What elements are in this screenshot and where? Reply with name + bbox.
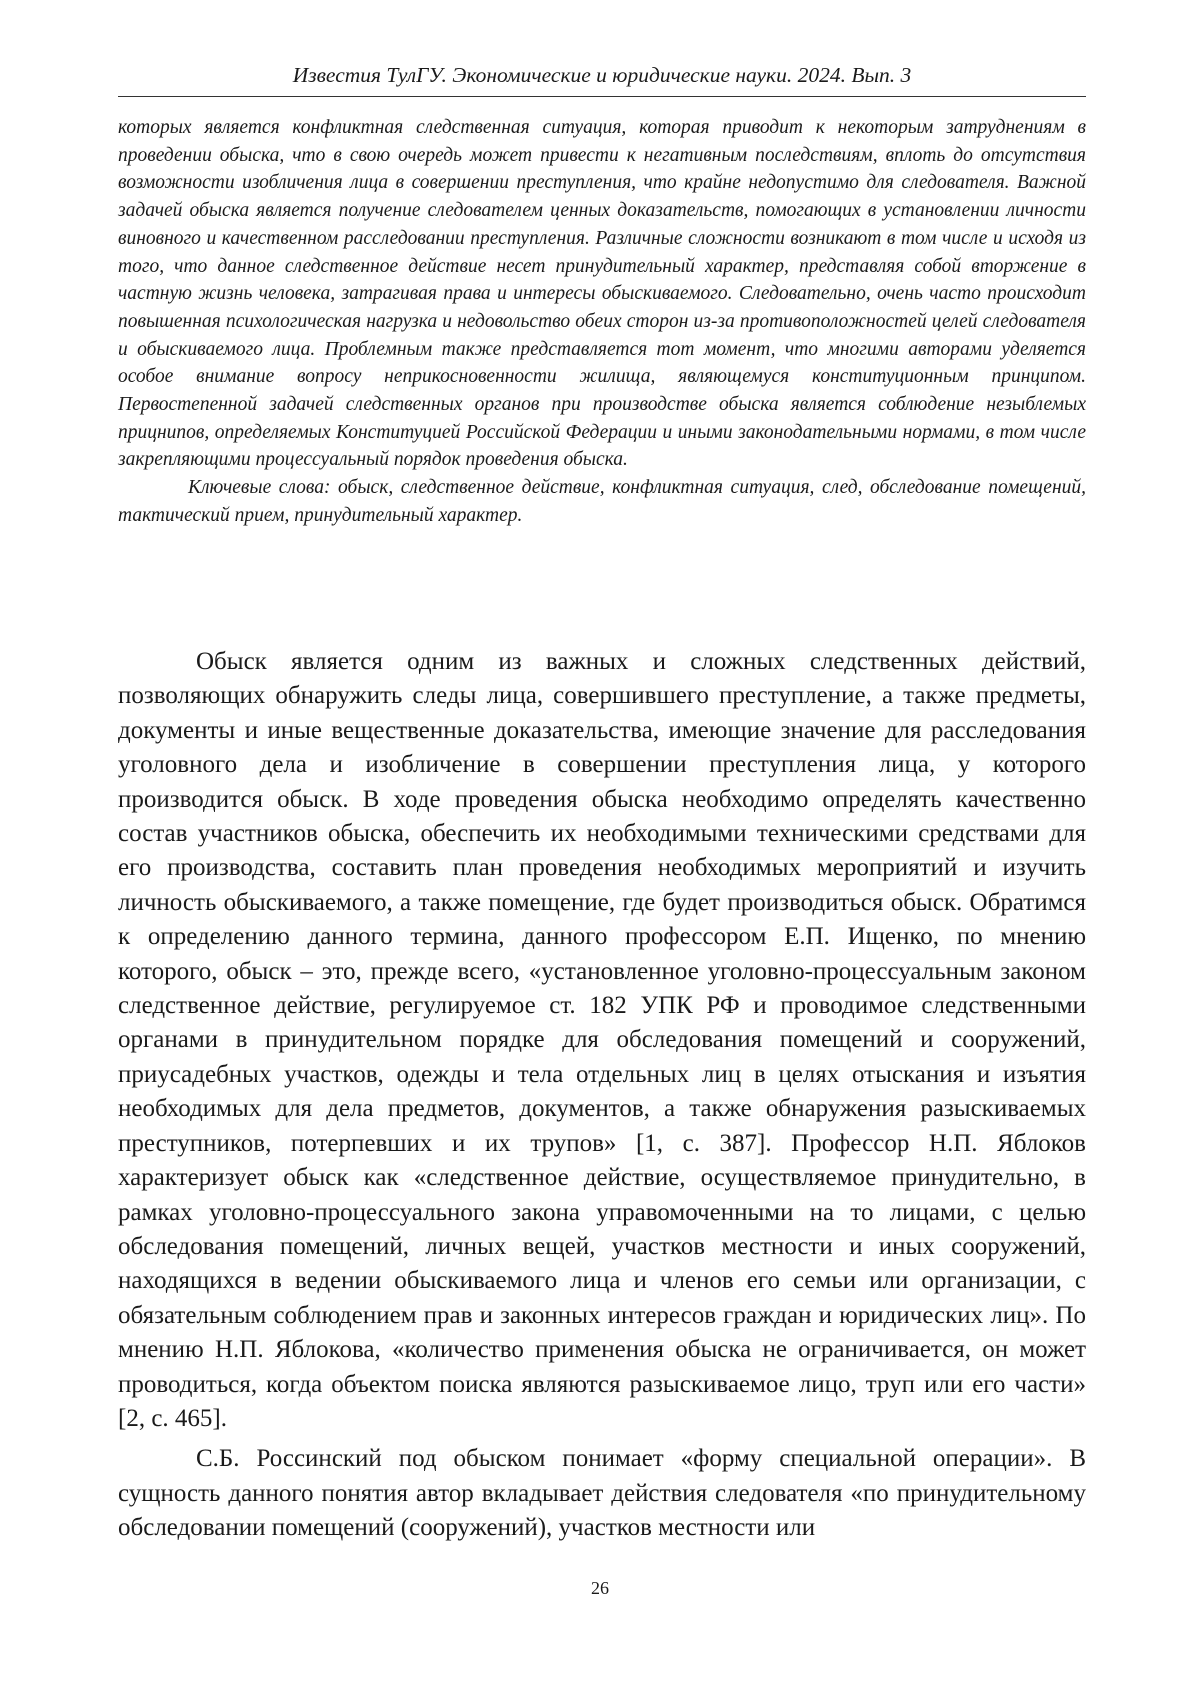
abstract — [118, 114, 1086, 530]
abstract-text: которых является конфликтная следственная ситуация, которая приводит к некоторым затруднениям в проведении обыска, что в свою очередь может привести к негативным последствиям, вплоть до отсутствия возможности изобличения лица в совершении преступления, что крайне недопустимо для следователя. Важной задачей обыска является получение следователем ценных доказательств, помогающих в установлении личности виновного и качественном расследовании преступления. Различные сложности возникают в том числе и исходя из того, что данное следственное действие несет принудительный характер, представляя собой вторжение в частную жизнь человека, затрагивая права и интересы обыскиваемого. Следовательно, очень часто происходит повышенная психологическая нагрузка и недовольство обеих сторон из-за противоположностей целей следователя и обыскиваемого лица. Проблемным также представляется тот момент, что многими авторами уделяется особое внимание вопросу неприкосновенности жилища, являющемуся конституционным принципом. Первостепенной задачей следственных органов при производстве обыска является соблюдение незыблемых прицнипов, определяемых Конституцией Российской Федерации и иными законодательными нормами, в том числе закрепляющими процессуальный порядок проведения обыска. — [118, 117, 1086, 471]
article-body — [118, 645, 1086, 1546]
header-rule — [118, 96, 1086, 97]
running-header: Известия ТулГУ. Экономические и юридические науки. 2024. Вып. 3 — [292, 63, 912, 87]
page-number: 26 — [591, 1578, 609, 1598]
keywords: Ключевые слова: обыск, следственное действие, конфликтная ситуация, след, обследование помещений, тактический прием, принудительный характер. — [118, 477, 1086, 526]
body-paragraph-1: Обыск является одним из важных и сложных следственных действий, позволяющих обнаружить следы лица, совершившего преступление, а также предметы, документы и иные вещественные доказательства, имеющие значение для расследования уголовного дела и изобличение в совершении преступления лица, у которого производится обыск. В ходе проведения обыска необходимо определять качественно состав участников обыска, обеспечить их необходимыми техническими средствами для его производства, составить план проведения необходимых мероприятий и изучить личность обыскиваемого, а также помещение, где будет производиться обыск. Обратимся к определению данного термина, данного профессором Е.П. Ищенко, по мнению которого, обыск – это, прежде всего, «установленное уголовно-процессуальным законом следственное действие, регулируемое ст. 182 УПК РФ и проводимое следственными органами в принудительном порядке для обследования помещений и сооружений, приусадебных участков, одежды и тела отдельных лиц в целях отыскания и изъятия необходимых для дела предметов, документов, а также обнаружения разыскиваемых преступников, потерпевших и их трупов» [1, с. 387]. Профессор Н.П. Яблоков характеризует обыск как «следственное действие, осуществляемое принудительно, в рамках уголовно-процессуального закона управомоченными на то лицами, с целью обследования помещений, личных вещей, участков местности и иных сооружений, находящихся в ведении обыскиваемого лица и членов его семьи или организации, с обязательным соблюдением прав и законных интересов граждан и юридических лиц». По мнению Н.П. Яблокова, «количество применения обыска не ограничивается, он может проводиться, когда объектом поиска являются разыскиваемое лицо, труп или его части» [2, с. 465]. — [118, 648, 1086, 1432]
body-paragraph-2: С.Б. Россинский под обыском понимает «форму специальной операции». В сущность данного понятия автор вкладывает действия следователя «по принудительному обследовании помещений (сооружений), участков местности или — [118, 1445, 1086, 1542]
